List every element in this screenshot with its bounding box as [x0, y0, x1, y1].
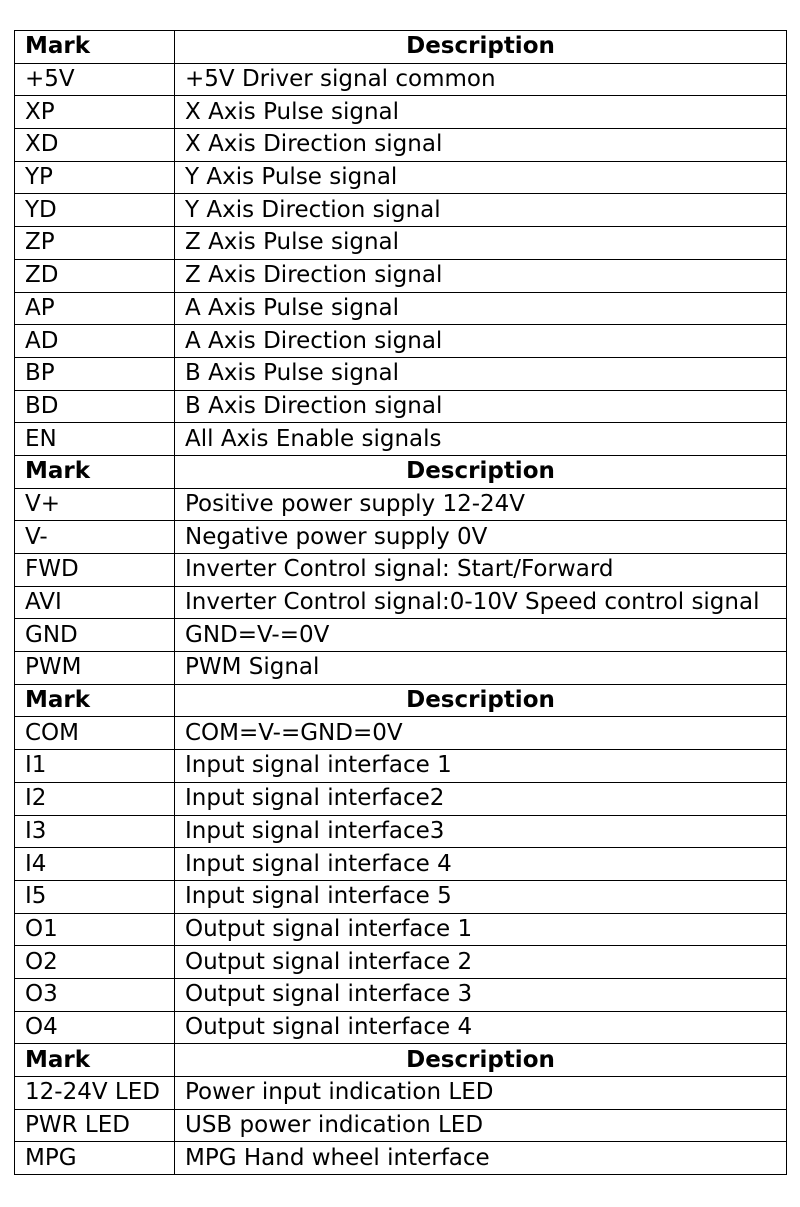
description-cell: All Axis Enable signals [175, 423, 787, 456]
mark-cell: AP [15, 292, 175, 325]
mark-cell: ZD [15, 259, 175, 292]
signal-description-table [14, 30, 787, 1175]
description-cell: Y Axis Pulse signal [175, 161, 787, 194]
table-row [15, 880, 787, 913]
table-row [15, 227, 787, 260]
mark-cell: YD [15, 194, 175, 227]
table-row [15, 782, 787, 815]
mark-column-header: Mark [15, 31, 175, 64]
table-row [15, 63, 787, 96]
description-cell: X Axis Direction signal [175, 129, 787, 162]
description-cell: Positive power supply 12-24V [175, 488, 787, 521]
mark-cell: I2 [15, 782, 175, 815]
mark-cell: I5 [15, 880, 175, 913]
description-cell: Inverter Control signal:0-10V Speed control signal [175, 586, 787, 619]
description-cell: Input signal interface 4 [175, 848, 787, 881]
table-row [15, 652, 787, 685]
mark-column-header: Mark [15, 455, 175, 488]
table-row [15, 1109, 787, 1142]
description-cell: B Axis Pulse signal [175, 357, 787, 390]
mark-cell: I3 [15, 815, 175, 848]
description-column-header: Description [175, 31, 787, 64]
section-header-row [15, 31, 787, 64]
description-cell: X Axis Pulse signal [175, 96, 787, 129]
table-row [15, 194, 787, 227]
description-cell: Output signal interface 1 [175, 913, 787, 946]
description-cell: Z Axis Direction signal [175, 259, 787, 292]
mark-cell: BP [15, 357, 175, 390]
table-row [15, 750, 787, 783]
mark-cell: FWD [15, 554, 175, 587]
section-header-row [15, 455, 787, 488]
table-row [15, 129, 787, 162]
mark-cell: 12-24V LED [15, 1077, 175, 1110]
table-row [15, 488, 787, 521]
table-row [15, 913, 787, 946]
description-cell: B Axis Direction signal [175, 390, 787, 423]
description-cell: Output signal interface 3 [175, 978, 787, 1011]
description-column-header: Description [175, 684, 787, 717]
mark-cell: V- [15, 521, 175, 554]
description-cell: Inverter Control signal: Start/Forward [175, 554, 787, 587]
description-cell: Negative power supply 0V [175, 521, 787, 554]
table-row [15, 521, 787, 554]
description-cell: Input signal interface 1 [175, 750, 787, 783]
description-cell: COM=V-=GND=0V [175, 717, 787, 750]
description-cell: Y Axis Direction signal [175, 194, 787, 227]
description-cell: +5V Driver signal common [175, 63, 787, 96]
table-row [15, 717, 787, 750]
mark-cell: ZP [15, 227, 175, 260]
mark-cell: O4 [15, 1011, 175, 1044]
table-row [15, 161, 787, 194]
mark-cell: AD [15, 325, 175, 358]
table-row [15, 815, 787, 848]
mark-cell: XD [15, 129, 175, 162]
section-header-row [15, 1044, 787, 1077]
mark-cell: COM [15, 717, 175, 750]
mark-cell: XP [15, 96, 175, 129]
description-cell: GND=V-=0V [175, 619, 787, 652]
mark-cell: O1 [15, 913, 175, 946]
description-cell: USB power indication LED [175, 1109, 787, 1142]
description-cell: Output signal interface 4 [175, 1011, 787, 1044]
table-row [15, 1011, 787, 1044]
description-cell: A Axis Direction signal [175, 325, 787, 358]
mark-column-header: Mark [15, 684, 175, 717]
table-row [15, 357, 787, 390]
section-header-row [15, 684, 787, 717]
table-body [15, 31, 787, 1175]
description-cell: Input signal interface 5 [175, 880, 787, 913]
table-row [15, 423, 787, 456]
table-row [15, 325, 787, 358]
description-cell: Output signal interface 2 [175, 946, 787, 979]
mark-cell: PWR LED [15, 1109, 175, 1142]
table-row [15, 96, 787, 129]
table-row [15, 390, 787, 423]
description-cell: Input signal interface3 [175, 815, 787, 848]
description-column-header: Description [175, 455, 787, 488]
description-cell: Z Axis Pulse signal [175, 227, 787, 260]
description-cell: A Axis Pulse signal [175, 292, 787, 325]
mark-cell: MPG [15, 1142, 175, 1175]
mark-cell: GND [15, 619, 175, 652]
mark-cell: BD [15, 390, 175, 423]
table-row [15, 848, 787, 881]
table-row [15, 946, 787, 979]
mark-cell: I1 [15, 750, 175, 783]
mark-column-header: Mark [15, 1044, 175, 1077]
mark-cell: V+ [15, 488, 175, 521]
table-row [15, 1077, 787, 1110]
mark-cell: +5V [15, 63, 175, 96]
table-row [15, 586, 787, 619]
mark-cell: O3 [15, 978, 175, 1011]
mark-cell: I4 [15, 848, 175, 881]
table-row [15, 1142, 787, 1175]
mark-cell: PWM [15, 652, 175, 685]
table-row [15, 554, 787, 587]
mark-cell: YP [15, 161, 175, 194]
description-column-header: Description [175, 1044, 787, 1077]
description-cell: PWM Signal [175, 652, 787, 685]
table-row [15, 259, 787, 292]
description-cell: Input signal interface2 [175, 782, 787, 815]
table-row [15, 619, 787, 652]
mark-cell: EN [15, 423, 175, 456]
description-cell: Power input indication LED [175, 1077, 787, 1110]
table-row [15, 978, 787, 1011]
table-row [15, 292, 787, 325]
mark-cell: O2 [15, 946, 175, 979]
mark-cell: AVI [15, 586, 175, 619]
description-cell: MPG Hand wheel interface [175, 1142, 787, 1175]
